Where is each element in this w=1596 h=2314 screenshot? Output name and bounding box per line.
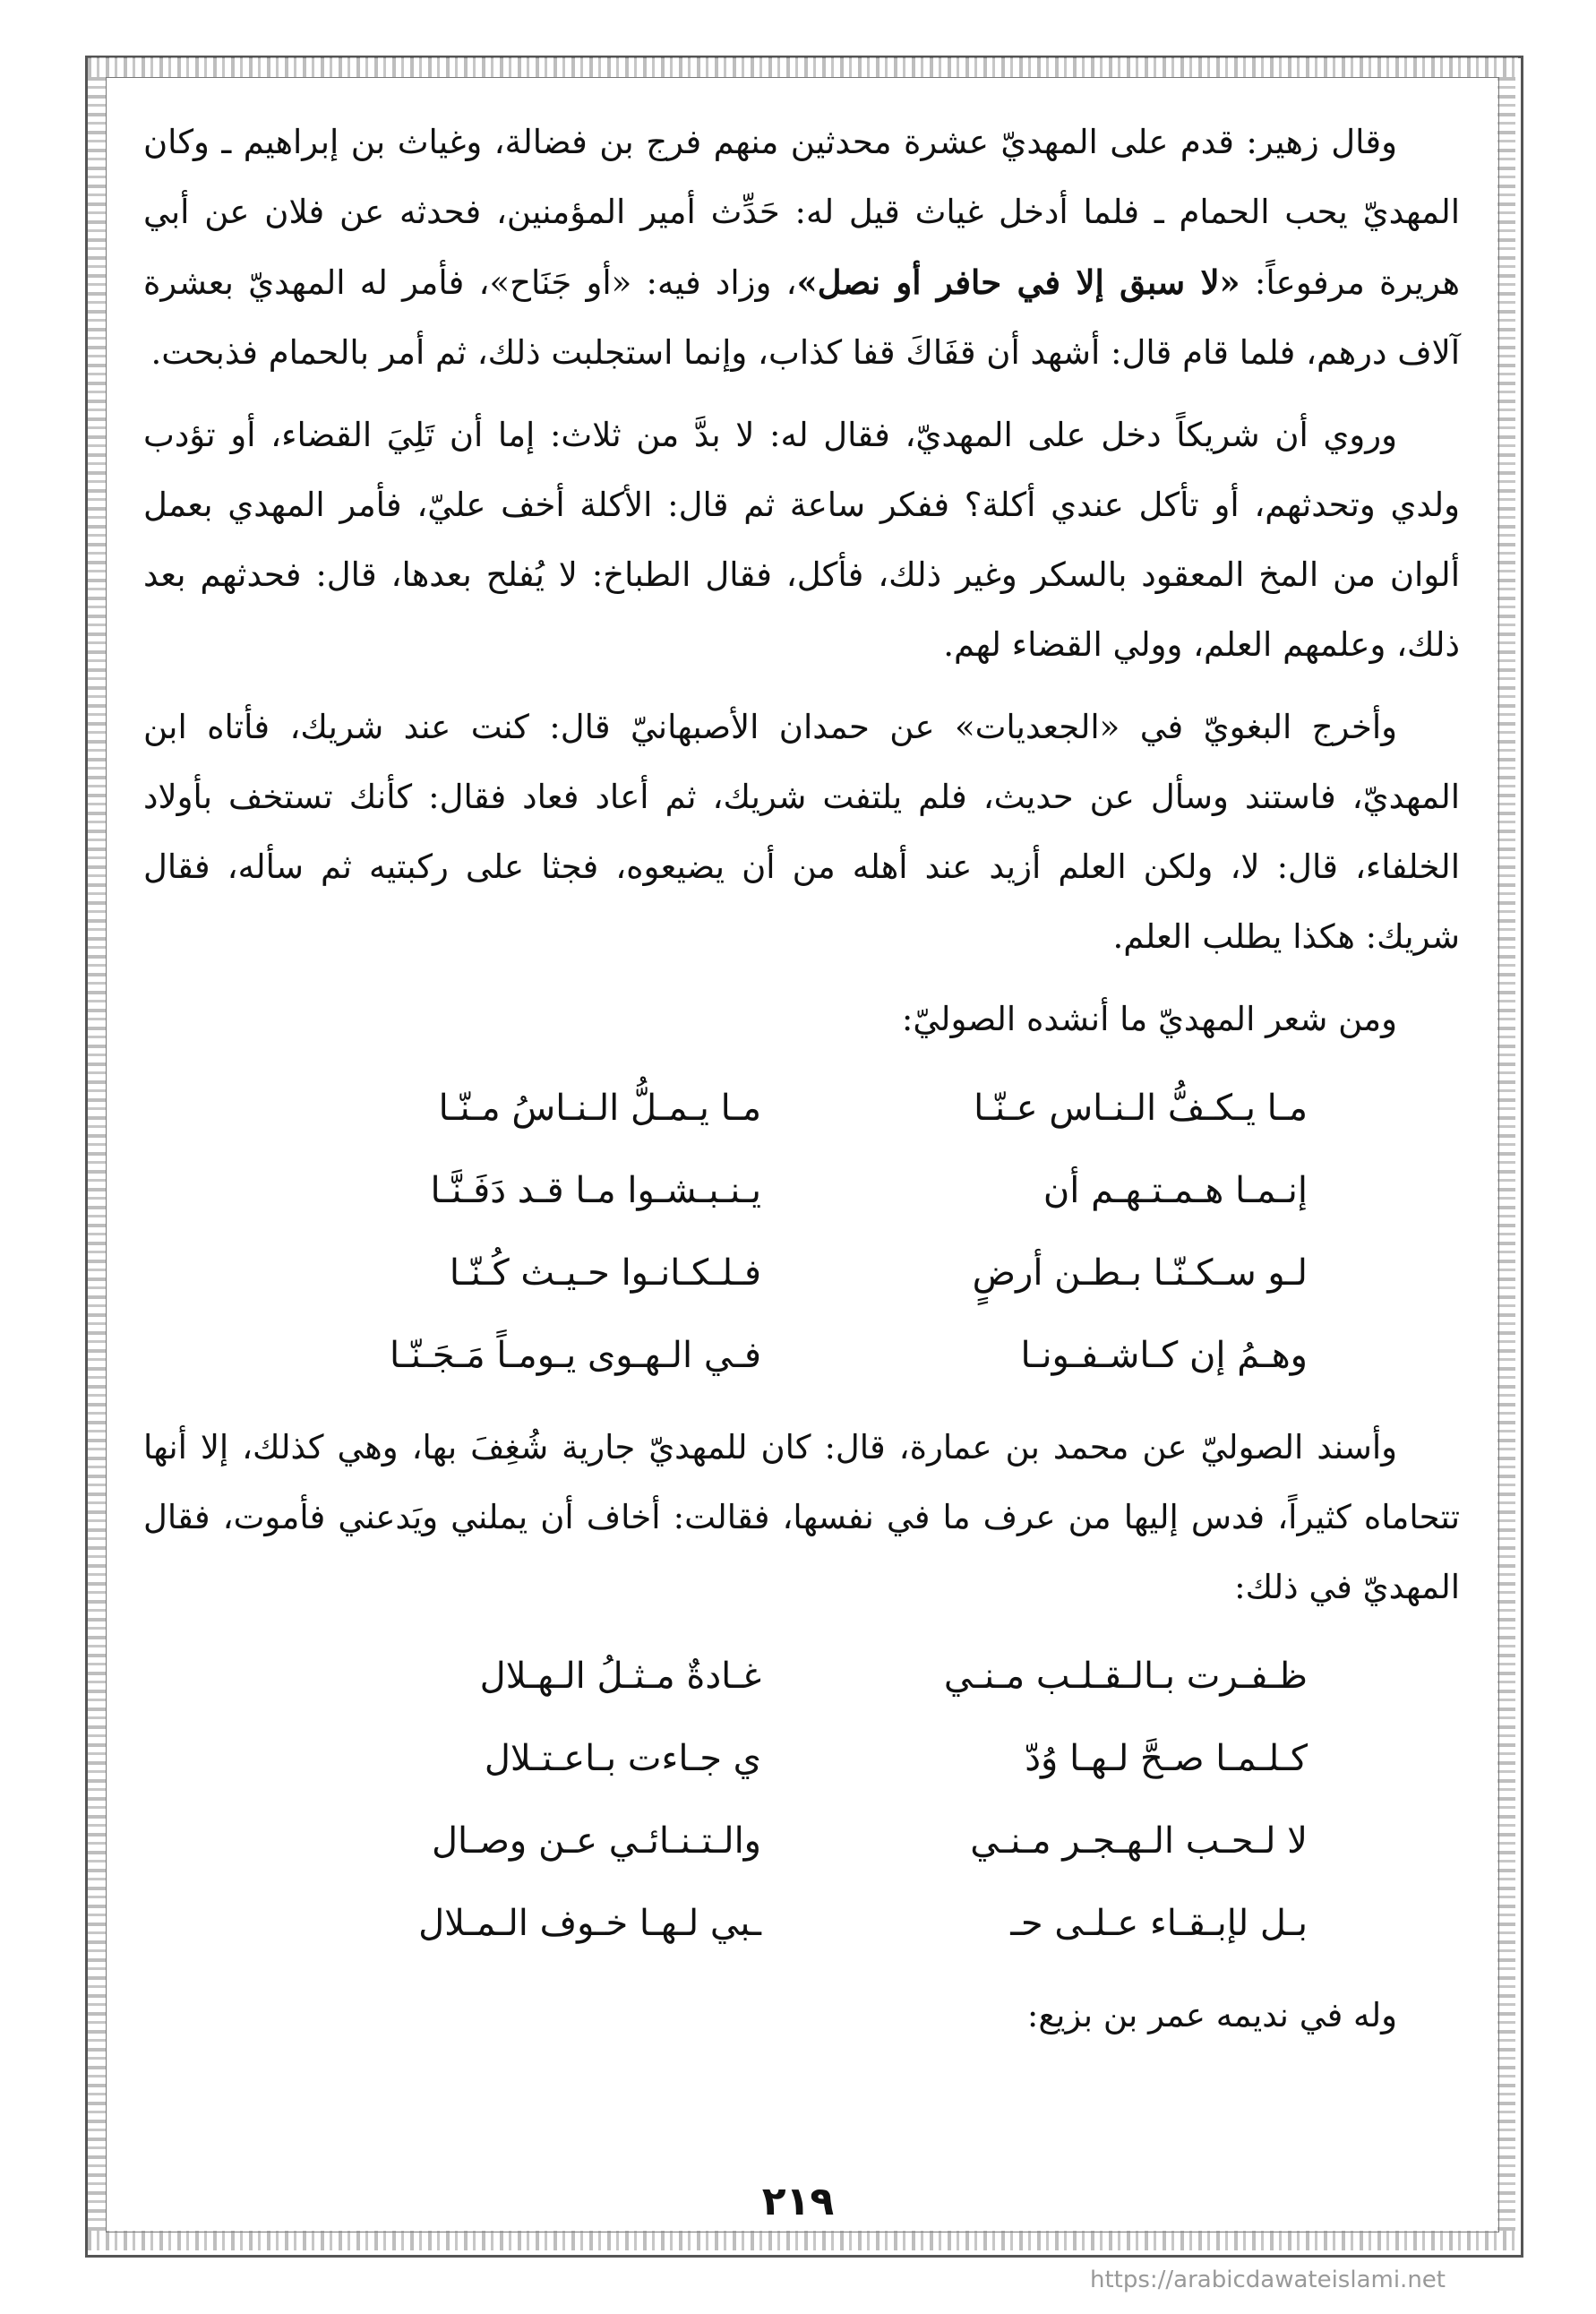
verse [143,1149,1460,1232]
verse-first-hemistich: لـو سـكـنّـا بـطـن أرضٍ [972,1252,1308,1294]
verse-second-hemistich: ي جـاءت بـاعـتـلال [484,1738,761,1779]
verse-second-hemistich: مـا يـمـلُّ الـنـاسُ مـنّـا [438,1088,761,1129]
verse-first-hemistich: مـا يـكـفُّ الـنـاس عـنّـا [974,1088,1308,1129]
verse [143,1232,1460,1314]
watermark-url: https://arabicdawateislami.net [1089,2267,1446,2293]
paragraph-zuhair [143,108,1460,388]
paragraph-suli: وأسند الصوليّ عن محمد بن عمارة، قال: كان للمهديّ جارية شُغِفَ بها، وهي كذلك، إلا أنها تتحاماه كثيراً، فدس إليها من عرف ما في نفسها، فقالت: أخاف أن يملني ويَدعني فأموت، فقال المهديّ في ذلك: [143,1428,1460,1606]
verse-second-hemistich: غـادةٌ مـثـلُ الـهـلال [479,1656,761,1697]
verse-second-hemistich: فـي الـهـوى يـومـاً مَـجَـنّـا [390,1335,761,1376]
verse-second-hemistich: فـلـكـانـوا حـيـث كُـنّـا [449,1252,761,1294]
paragraph-nadim: وله في نديمه عمر بن بزيع: [1026,1996,1397,2034]
page-number: ٢١٩ [761,2179,835,2224]
verse [143,1800,1460,1882]
verse-first-hemistich: بـل لإبـقـاء عـلـى حـ [1010,1903,1308,1944]
paragraph-poem-intro: ومن شعر المهديّ ما أنشده الصوليّ: [901,1000,1397,1038]
verse-first-hemistich: كـلـمـا صـحَّ لـهـا وُدّ [1025,1738,1308,1779]
verse [143,1635,1460,1717]
paragraph-sharik: وروي أن شريكاً دخل على المهديّ، فقال له: لا بدَّ من ثلاث: إما أن تَلِيَ القضاء، أو تؤدب ولدي وتحدثهم، أو تأكل عندي أكلة؟ ففكر ساعة ثم قال: الأكلة أخف عليّ، فأمر المهدي بعمل ألوان من المخ المعقود بالسكر وغير ذلك، فأكل، فقال الطباخ: لا يُفلح بعدها، قال: فحدثهم بعد ذلك، وعلمهم العلم، وولي القضاء لهم. [143,416,1460,664]
verse [143,1717,1460,1800]
verse [143,1882,1460,1965]
verse [143,1067,1460,1149]
verse [143,1314,1460,1397]
paragraph-baghawi: وأخرج البغويّ في «الجعديات» عن حمدان الأصبهانيّ قال: كنت عند شريك، فأتاه ابن المهديّ، فاستند وسأل عن حديث، فلم يلتفت شريك، ثم أعاد فعاد فقال: كأنك تستخف بأولاد الخلفاء، قال: لا، ولكن العلم أزيد عند أهله من أن يضيعوه، فجثا على ركبتيه ثم سأله، فقال شريك: هكذا يطلب العلم. [143,708,1460,956]
verse-first-hemistich: لا لـحـب الـهـجـر مـنـي [970,1820,1308,1862]
ornament-band-top [88,57,1518,77]
ornament-band-left [88,77,106,2231]
paragraph-text: وقال زهير: قدم على المهديّ عشرة محدثين منهم فرج بن فضالة، وغياث بن إبراهيم ـ وكان المهديّ يحب الحمام ـ فلما أدخل غياث قيل له: حَدِّث أمير المؤمنين، فحدثه عن فلان عن أبي هريرة مرفوعاً: [143,123,1461,302]
verse-first-hemistich: ظـفـرت بـالـقـلـب مـنـي [943,1656,1308,1697]
verse-second-hemistich: ـبي لـهـا خـوف الـمـلال [418,1903,761,1944]
verse-second-hemistich: يـنـبـشـوا مـا قـد دَفَـنَّـا [430,1170,761,1211]
verse-second-hemistich: والـتـنـائـي عـن وصـال [431,1820,761,1862]
poem-1 [143,1067,1460,1397]
poem-2 [143,1635,1460,1965]
ornament-band-bottom [88,2231,1518,2250]
page-text [143,108,1460,2063]
verse-first-hemistich: إنـمـا هـمـتـهـم أن [1043,1170,1308,1211]
verse-first-hemistich: وهـمُ إن كـاشـفـونـا [1020,1335,1308,1376]
paragraph-text: ، وزاد فيه: «أو جَنَاح»، فأمر له المهديّ بعشرة آلاف درهم، فلما قام قال: أشهد أن قفَاكَ قفا كذاب، وإنما استجلبت ذلك، ثم أمر بالحمام فذبحت. [143,263,1460,372]
hadith-quote: «لا سبق إلا في حافر أو نصل» [796,262,1240,302]
ornament-band-right [1497,77,1515,2231]
